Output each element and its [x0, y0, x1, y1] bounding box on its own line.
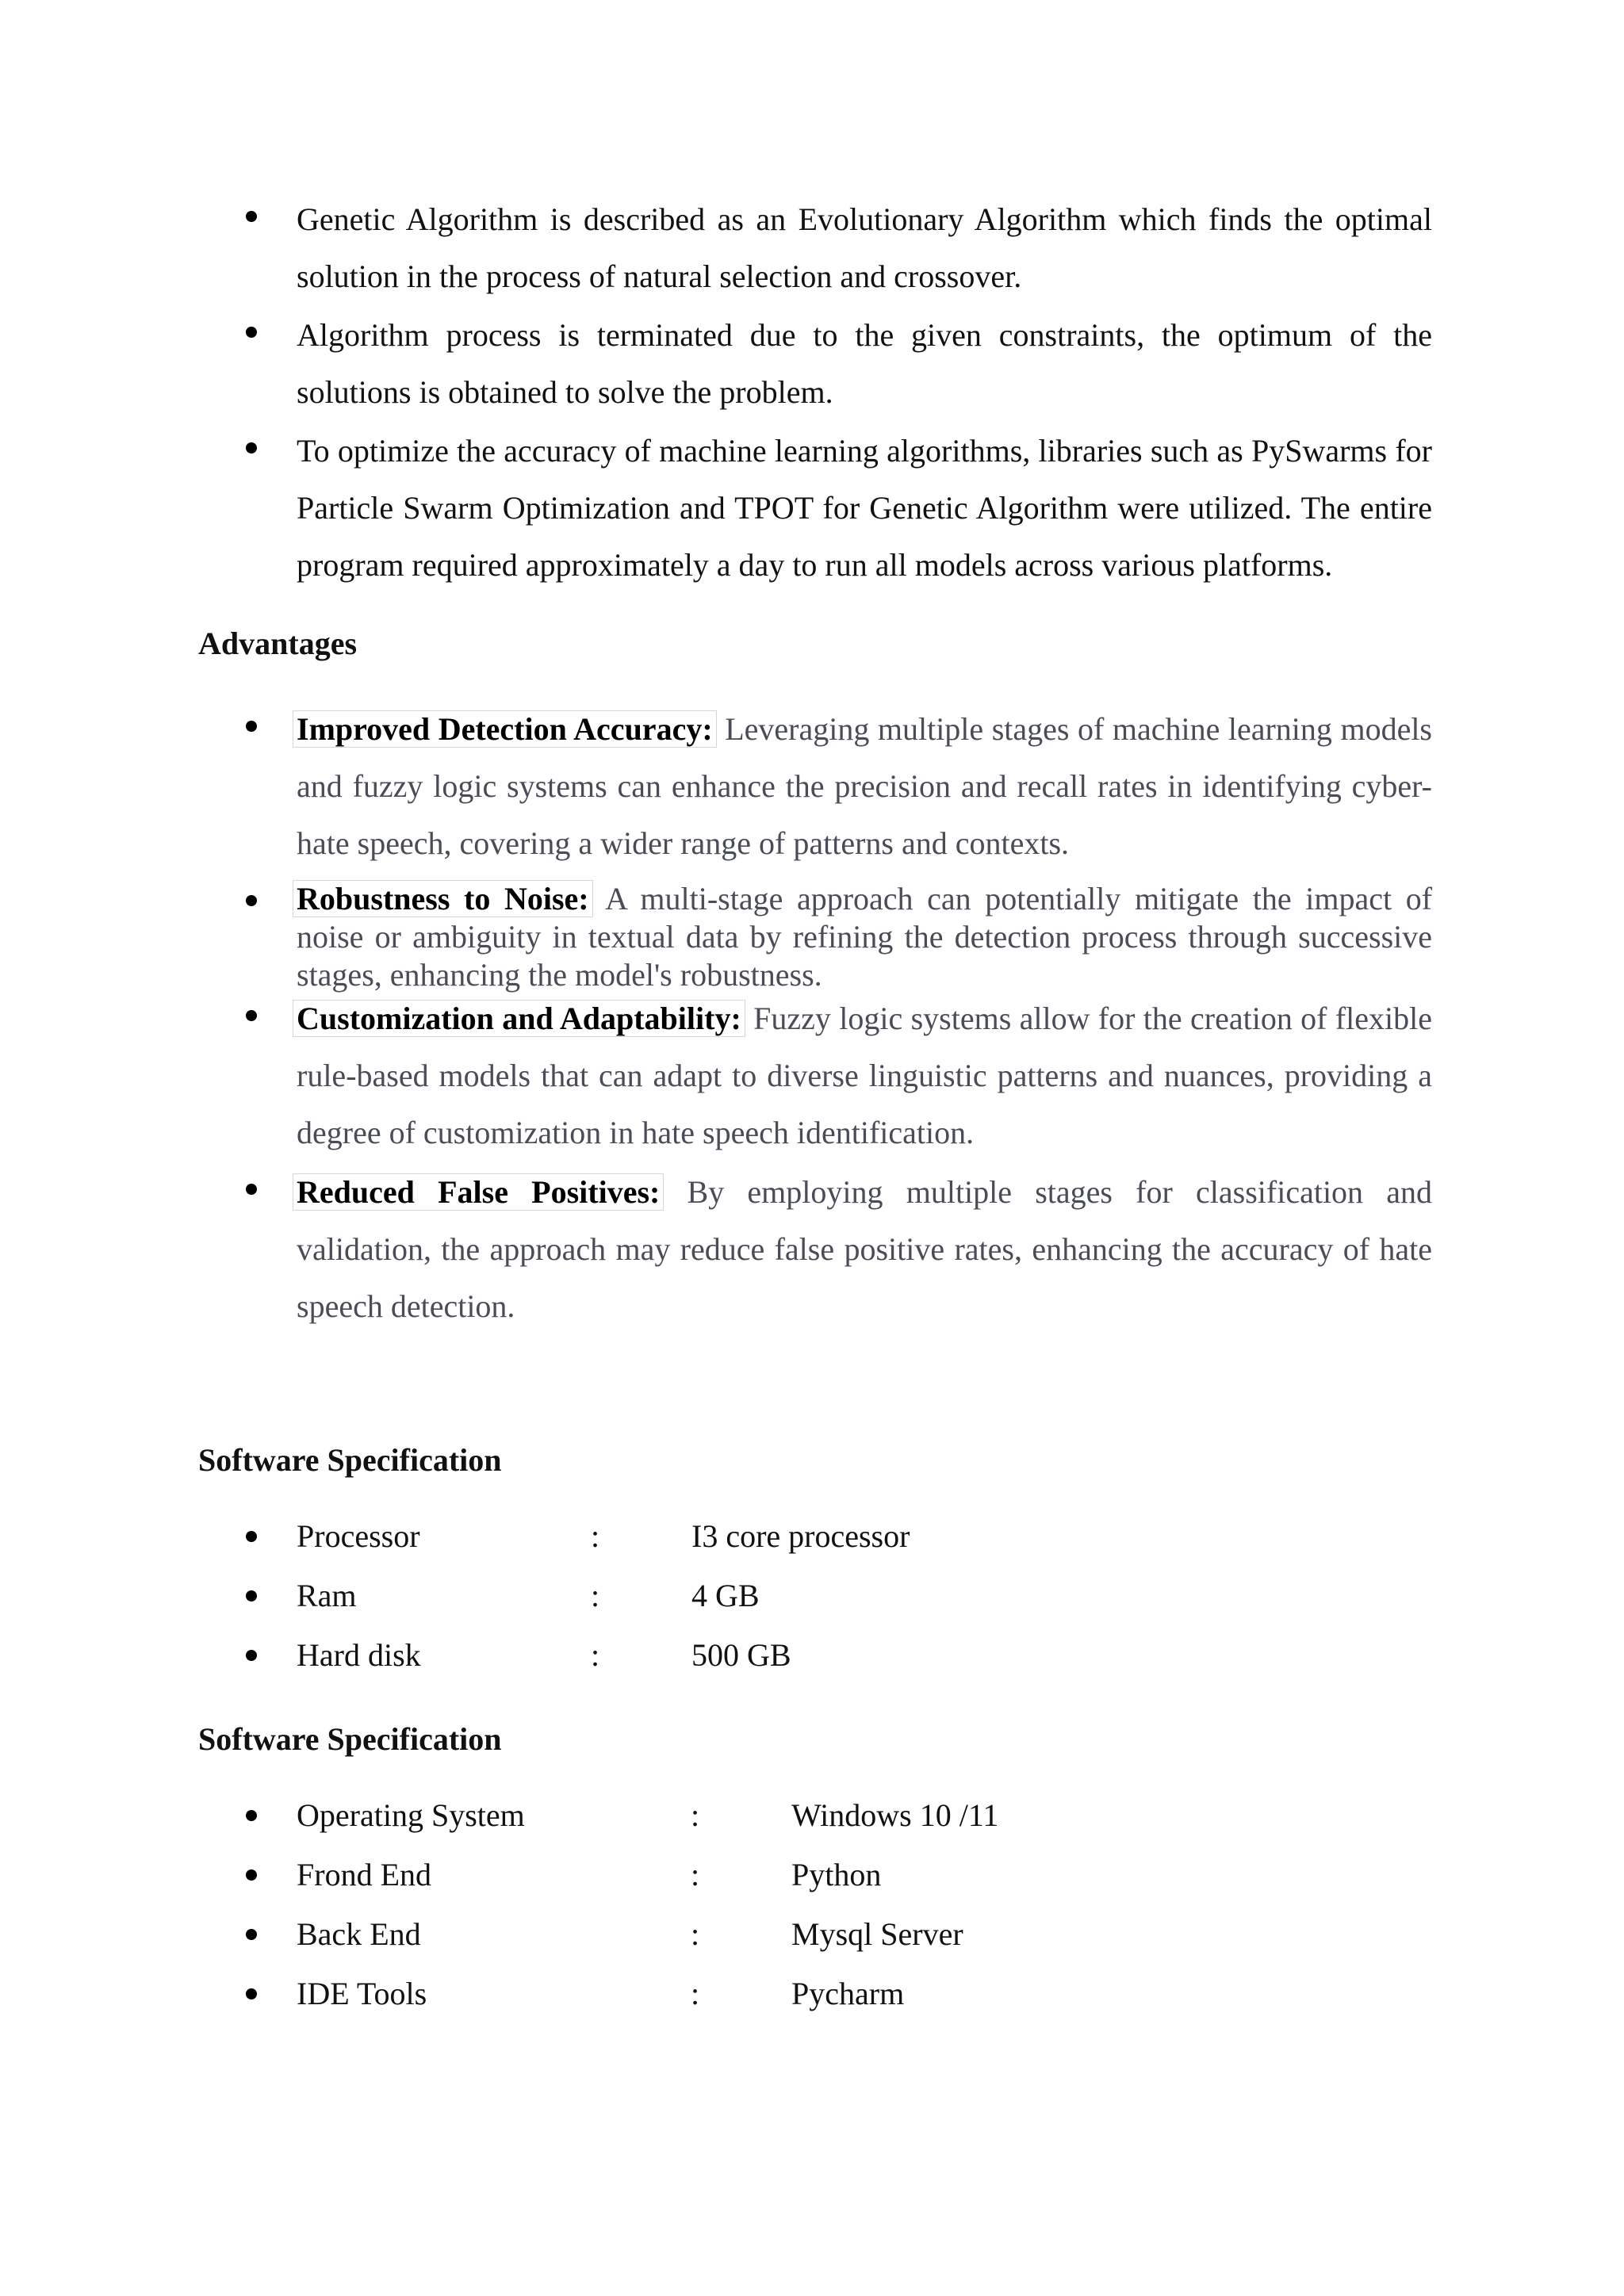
spec-separator: :: [591, 1518, 600, 1554]
spec-label: Processor: [297, 1518, 420, 1554]
bullet-icon: [246, 1650, 257, 1661]
spec-separator: :: [691, 1976, 700, 2011]
spec-value: 4 GB: [691, 1578, 760, 1613]
hardware-spec-heading: Software Specification: [198, 1442, 502, 1478]
bullet-icon: [246, 327, 257, 338]
bullet-icon: [246, 1929, 257, 1940]
spec-label: Frond End: [297, 1857, 431, 1892]
spec-separator: :: [591, 1637, 600, 1673]
advantage-description: A multi-stage approach can potentially mitigate the impact of noise or ambiguity in textual data by refining the detection process through successive stages, enhancing the model's robustness.: [297, 881, 1433, 993]
bullet-icon: [246, 1010, 257, 1021]
advantage-title: Reduced False Positives:: [293, 1173, 664, 1211]
bullet-icon: [246, 1810, 257, 1821]
spec-value: I3 core processor: [691, 1518, 910, 1554]
advantage-description: Leveraging multiple stages of machine learning models and fuzzy logic systems can enhance the precision and recall rates in identifying cyber-hate speech, covering a wider range of patterns and contexts.: [297, 711, 1432, 861]
bullet-icon: [246, 895, 257, 906]
bullet-icon: [246, 721, 257, 732]
bullet-icon: [246, 1184, 257, 1195]
spec-separator: :: [591, 1578, 600, 1613]
bullet-icon: [246, 1590, 257, 1601]
spec-label: Hard disk: [297, 1637, 421, 1673]
advantage-title: Improved Detection Accuracy:: [293, 710, 717, 748]
spec-value: Mysql Server: [791, 1916, 963, 1952]
spec-value: 500 GB: [691, 1637, 791, 1673]
spec-row: [0, 1517, 1624, 1556]
bullet-text: Algorithm process is terminated due to the given constraints, the optimum of the solutions is obtained to solve the problem.: [297, 317, 1432, 410]
bullet-icon: [246, 211, 257, 222]
advantage-text: [297, 1164, 1432, 1335]
advantage-text: [297, 990, 1432, 1161]
spec-separator: :: [691, 1857, 700, 1892]
bullet-text: To optimize the accuracy of machine learning algorithms, libraries such as PySwarms for Particle Swarm Optimization and TPOT for Genetic Algorithm were utilized. The entire program required approximately a day to run all models across various platforms.: [297, 433, 1432, 583]
bullet-icon: [246, 442, 257, 453]
bullet-icon: [246, 1988, 257, 1999]
advantage-title: Customization and Adaptability:: [293, 1000, 745, 1037]
advantage-title: Robustness to Noise:: [293, 880, 593, 917]
spec-row: [0, 1636, 1624, 1674]
spec-row: [0, 1975, 1624, 2013]
spec-separator: :: [691, 1797, 700, 1833]
spec-label: Ram: [297, 1578, 357, 1613]
spec-label: Back End: [297, 1916, 421, 1952]
advantage-text: [297, 880, 1432, 994]
spec-separator: :: [691, 1916, 700, 1952]
spec-row: [0, 1856, 1624, 1894]
advantages-heading: Advantages: [198, 626, 358, 661]
spec-value: Windows 10 /11: [791, 1797, 999, 1833]
bullet-icon: [246, 1869, 257, 1881]
spec-label: IDE Tools: [297, 1976, 427, 2011]
spec-row: [0, 1915, 1624, 1954]
spec-value: Pycharm: [791, 1976, 905, 2011]
spec-row: [0, 1577, 1624, 1615]
spec-label: Operating System: [297, 1797, 525, 1833]
spec-value: Python: [791, 1857, 882, 1892]
bullet-text: Genetic Algorithm is described as an Evolutionary Algorithm which finds the optimal solution in the process of natural selection and crossover.: [297, 201, 1432, 294]
advantage-description: By employing multiple stages for classification and validation, the approach may reduce false positive rates, enhancing the accuracy of hate speech detection.: [297, 1174, 1433, 1324]
advantage-description: Fuzzy logic systems allow for the creation of flexible rule-based models that can adapt to diverse linguistic patterns and nuances, providing a degree of customization in hate speech identification.: [297, 1001, 1433, 1150]
bullet-icon: [246, 1531, 257, 1542]
software-spec-heading: Software Specification: [198, 1721, 502, 1757]
spec-row: [0, 1797, 1624, 1835]
advantage-text: [297, 701, 1432, 872]
